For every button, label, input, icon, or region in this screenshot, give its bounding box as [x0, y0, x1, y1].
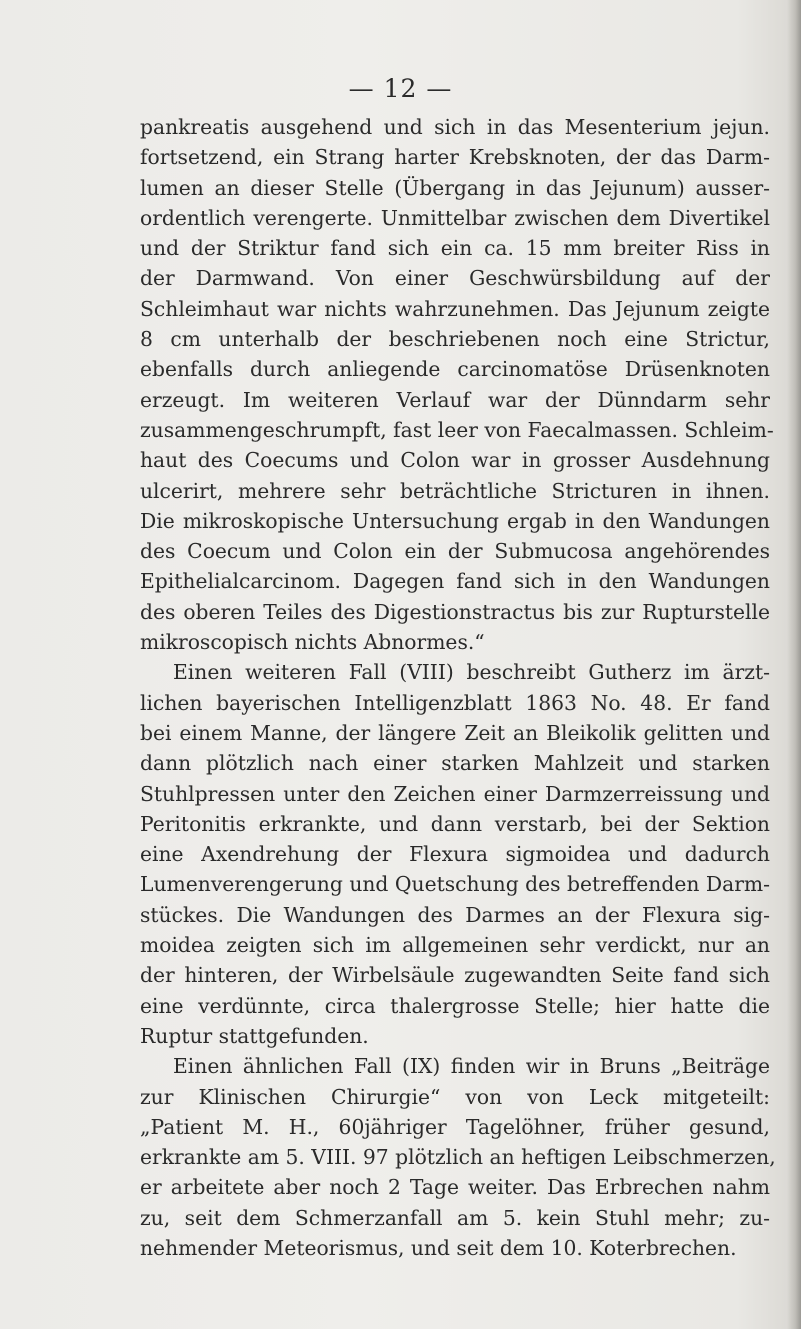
text-line: haut des Coecums und Colon war in grosser Ausdehnung — [140, 448, 770, 473]
text-line: des oberen Teiles des Digestionstractus bis zur Rupturstelle — [140, 599, 770, 624]
page-number: — 12 — — [348, 74, 453, 103]
text-line: Peritonitis erkrankte, und dann verstarb, bei der Sektion — [140, 811, 770, 836]
text-line: Die mikroskopische Untersuchung ergab in den Wandungen — [140, 508, 770, 533]
paragraph — [140, 657, 770, 1051]
text-line: „Patient M. H., 60jähriger Tagelöhner, früher gesund, — [140, 1114, 770, 1139]
paragraph — [140, 112, 774, 657]
text-line: der Darmwand. Von einer Geschwürsbildung auf der — [140, 266, 770, 291]
text-line: Schleimhaut war nichts wahrzunehmen. Das Jejunum zeigte — [140, 296, 770, 321]
text-line: bei einem Manne, der längere Zeit an Bleikolik gelitten und — [140, 720, 770, 745]
text-line: pankreatis ausgehend und sich in das Mesenterium jejun. — [140, 115, 770, 139]
text-line: ebenfalls durch anliegende carcinomatöse Drüsenknoten — [140, 357, 770, 382]
text-line: ulcerirt, mehrere sehr beträchtliche Stricturen in ihnen. — [140, 478, 770, 503]
text-line: er arbeitete aber noch 2 Tage weiter. Das Erbrechen nahm — [140, 1175, 770, 1200]
text-line: Einen ähnlichen Fall (IX) finden wir in Bruns „Beiträge — [173, 1054, 770, 1079]
body-text — [140, 112, 776, 1263]
text-line: des Coecum und Colon ein der Submucosa angehörendes — [140, 539, 770, 564]
text-line: erzeugt. Im weiteren Verlauf war der Dünndarm sehr — [140, 387, 770, 412]
text-line: Lumenverengerung und Quetschung des betreffenden Darm- — [140, 872, 770, 897]
text-line: 8 cm unterhalb der beschriebenen noch eine Strictur, — [140, 327, 770, 352]
text-line: lichen bayerischen Intelligenzblatt 1863 No. 48. Er fand — [140, 690, 770, 715]
text-line: Epithelialcarcinom. Dagegen fand sich in den Wandungen — [140, 569, 770, 594]
text-line: moidea zeigten sich im allgemeinen sehr verdickt, nur an — [140, 933, 770, 958]
text-line: Einen weiteren Fall (VIII) beschreibt Gutherz im ärzt- — [173, 660, 770, 685]
text-line: zu, seit dem Schmerzanfall am 5. kein Stuhl mehr; zu- — [140, 1205, 770, 1230]
page-edge-shadow — [787, 0, 801, 1329]
text-line: zusammengeschrumpft, fast leer von Faecalmassen. Schleim- — [140, 417, 774, 442]
text-line: dann plötzlich nach einer starken Mahlzeit und starken — [140, 751, 770, 776]
text-line: der hinteren, der Wirbelsäule zugewandten Seite fand sich — [140, 963, 770, 988]
text-line: mikroscopisch nichts Abnormes.“ — [140, 630, 485, 655]
paragraph — [140, 1051, 776, 1263]
text-line: ordentlich verengerte. Unmittelbar zwischen dem Divertikel — [140, 205, 770, 230]
text-line: nehmender Meteorismus, und seit dem 10. Koterbrechen. — [140, 1235, 737, 1260]
text-line: lumen an dieser Stelle (Übergang in das Jejunum) ausser- — [140, 175, 770, 200]
text-line: erkrankte am 5. VIII. 97 plötzlich an heftigen Leibschmerzen, — [140, 1145, 776, 1170]
text-line: eine verdünnte, circa thalergrosse Stelle; hier hatte die — [140, 993, 770, 1018]
text-line: Ruptur stattgefunden. — [140, 1023, 369, 1048]
text-line: zur Klinischen Chirurgie“ von von Leck mitgeteilt: — [140, 1084, 770, 1109]
text-line: fortsetzend, ein Strang harter Krebsknoten, der das Darm- — [140, 145, 770, 170]
text-line: Stuhlpressen unter den Zeichen einer Darmzerreissung und — [140, 781, 770, 806]
text-line: eine Axendrehung der Flexura sigmoidea und dadurch — [140, 842, 770, 867]
text-line: stückes. Die Wandungen des Darmes an der Flexura sig- — [140, 902, 770, 927]
text-line: und der Striktur fand sich ein ca. 15 mm breiter Riss in — [140, 236, 770, 261]
